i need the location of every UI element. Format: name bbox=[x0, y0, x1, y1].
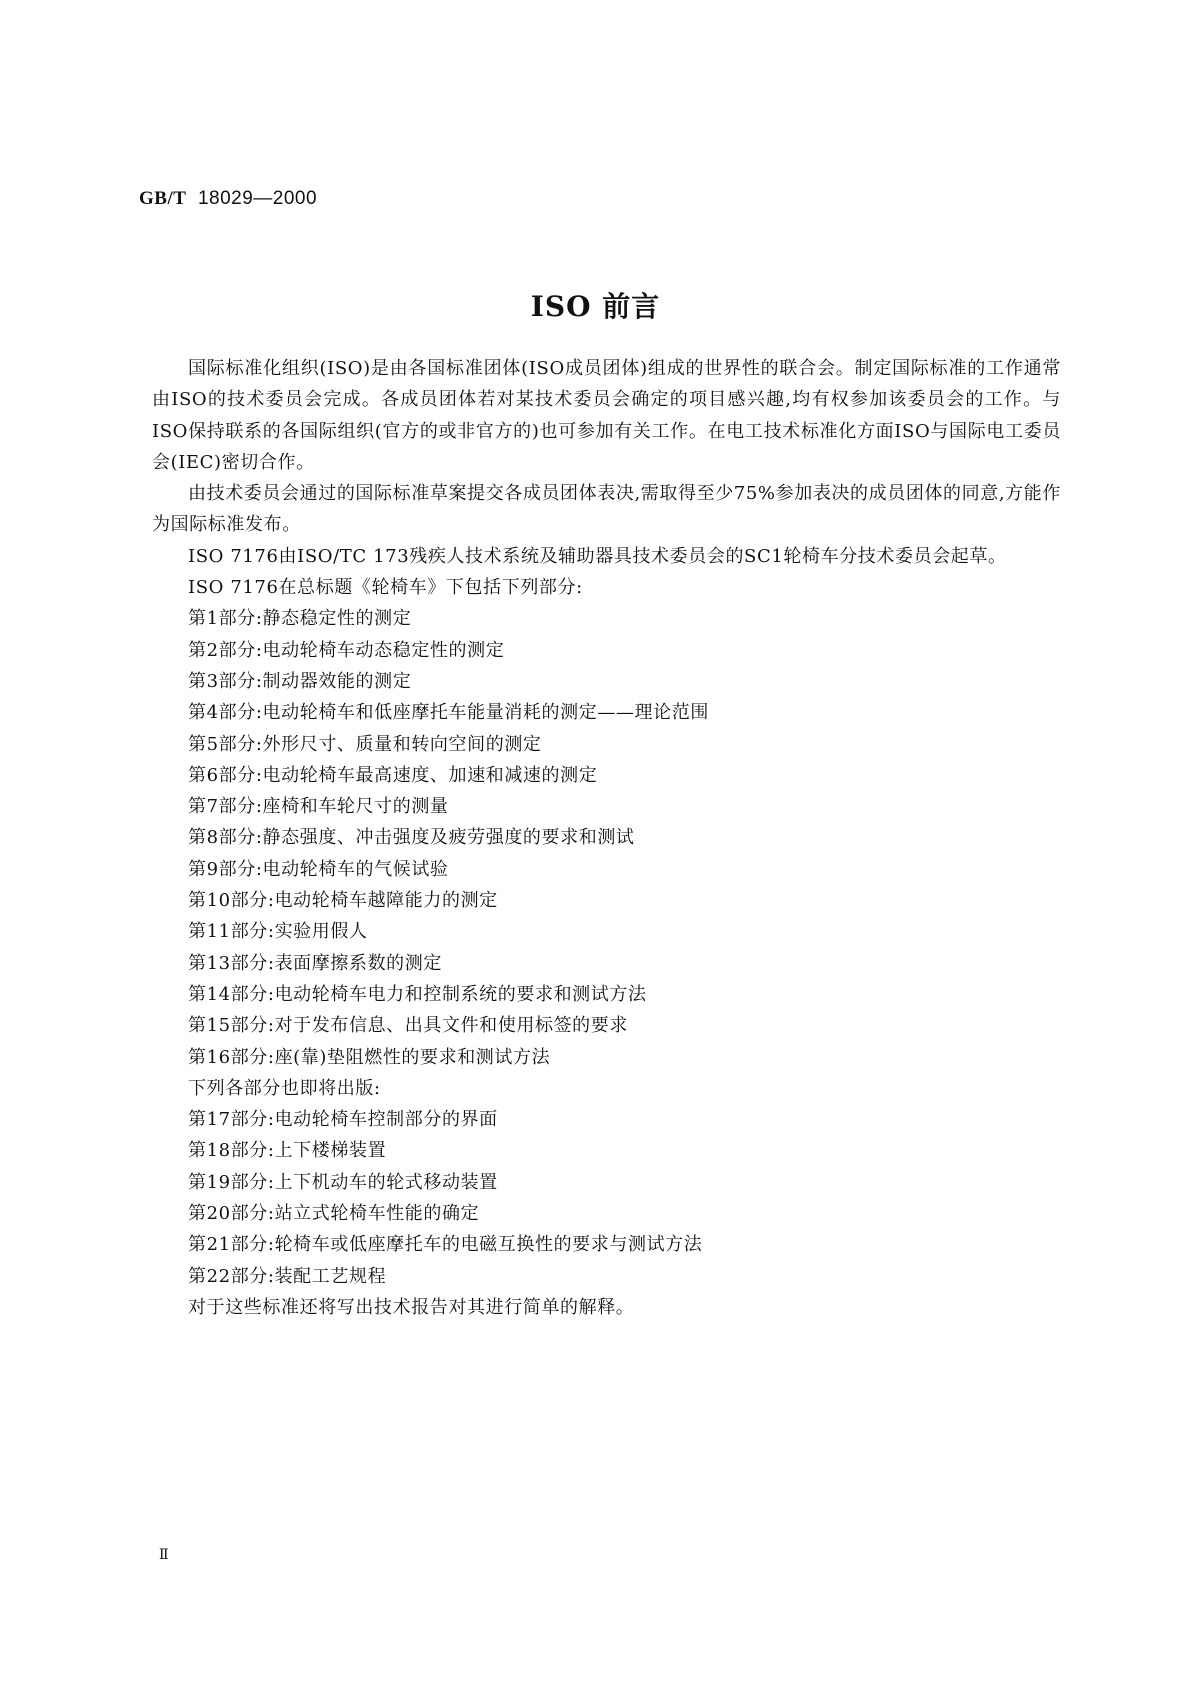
paragraph-iso-intro: 国际标准化组织(ISO)是由各国标准团体(ISO成员团体)组成的世界性的联合会。制定国际标准的工作通常由ISO的技术委员会完成。各成员团体若对某技术委员会确定的项目感兴趣,均有权参加该委员会的工作。与ISO保持联系的各国际组织(官方的或非官方的)也可参加有关工作。在电工技术标准化方面ISO与国际电工委员会(IEC)密切合作。 bbox=[152, 358, 1061, 473]
list-item: 第7部分:座椅和车轮尺寸的测量 bbox=[188, 796, 449, 818]
list-item: 第5部分:外形尺寸、质量和转向空间的测定 bbox=[188, 733, 542, 755]
list-intro: ISO 7176在总标题《轮椅车》下包括下列部分: bbox=[188, 577, 583, 599]
list-item: 第8部分:静态强度、冲击强度及疲劳强度的要求和测试 bbox=[188, 827, 635, 849]
list-item: 第11部分:实验用假人 bbox=[188, 921, 368, 943]
list-item: 第2部分:电动轮椅车动态稳定性的测定 bbox=[188, 639, 505, 661]
upcoming-list-item: 第20部分:站立式轮椅车性能的确定 bbox=[188, 1203, 480, 1225]
upcoming-list-item: 第21部分:轮椅车或低座摩托车的电磁互换性的要求与测试方法 bbox=[188, 1234, 703, 1256]
list-item: 第16部分:座(靠)垫阻燃性的要求和测试方法 bbox=[188, 1046, 551, 1068]
list-item: 第9部分:电动轮椅车的气候试验 bbox=[188, 858, 449, 880]
upcoming-list-item: 第19部分:上下机动车的轮式移动装置 bbox=[188, 1171, 498, 1193]
document-body bbox=[152, 353, 1061, 1323]
paragraph-voting: 由技术委员会通过的国际标准草案提交各成员团体表决,需取得至少75%参加表决的成员团体的同意,方能作为国际标准发布。 bbox=[152, 483, 1061, 536]
closing-note: 对于这些标准还将写出技术报告对其进行简单的解释。 bbox=[188, 1296, 635, 1318]
list-item: 第1部分:静态稳定性的测定 bbox=[188, 608, 412, 630]
upcoming-list-item: 第22部分:装配工艺规程 bbox=[188, 1265, 387, 1287]
list-item: 第10部分:电动轮椅车越障能力的测定 bbox=[188, 890, 498, 912]
list-item: 第4部分:电动轮椅车和低座摩托车能量消耗的测定——理论范围 bbox=[188, 702, 709, 724]
upcoming-intro: 下列各部分也即将出版: bbox=[188, 1077, 381, 1099]
paragraph-drafting: ISO 7176由ISO/TC 173残疾人技术系统及辅助器具技术委员会的SC1轮椅车分技术委员会起草。 bbox=[188, 545, 1007, 567]
upcoming-list-item: 第17部分:电动轮椅车控制部分的界面 bbox=[188, 1109, 498, 1131]
standard-code bbox=[139, 188, 317, 210]
list-item: 第14部分:电动轮椅车电力和控制系统的要求和测试方法 bbox=[188, 983, 647, 1005]
list-item: 第13部分:表面摩擦系数的测定 bbox=[188, 952, 442, 974]
upcoming-list-item: 第18部分:上下楼梯装置 bbox=[188, 1140, 387, 1162]
page-number: Ⅱ bbox=[159, 1548, 169, 1563]
list-item: 第3部分:制动器效能的测定 bbox=[188, 670, 412, 692]
list-item: 第6部分:电动轮椅车最高速度、加速和减速的测定 bbox=[188, 764, 598, 786]
list-item: 第15部分:对于发布信息、出具文件和使用标签的要求 bbox=[188, 1015, 628, 1037]
standard-code-prefix: GB/T bbox=[139, 188, 187, 209]
page-title: ISO 前言 bbox=[530, 290, 661, 323]
standard-code-number: 18029—2000 bbox=[197, 188, 318, 209]
